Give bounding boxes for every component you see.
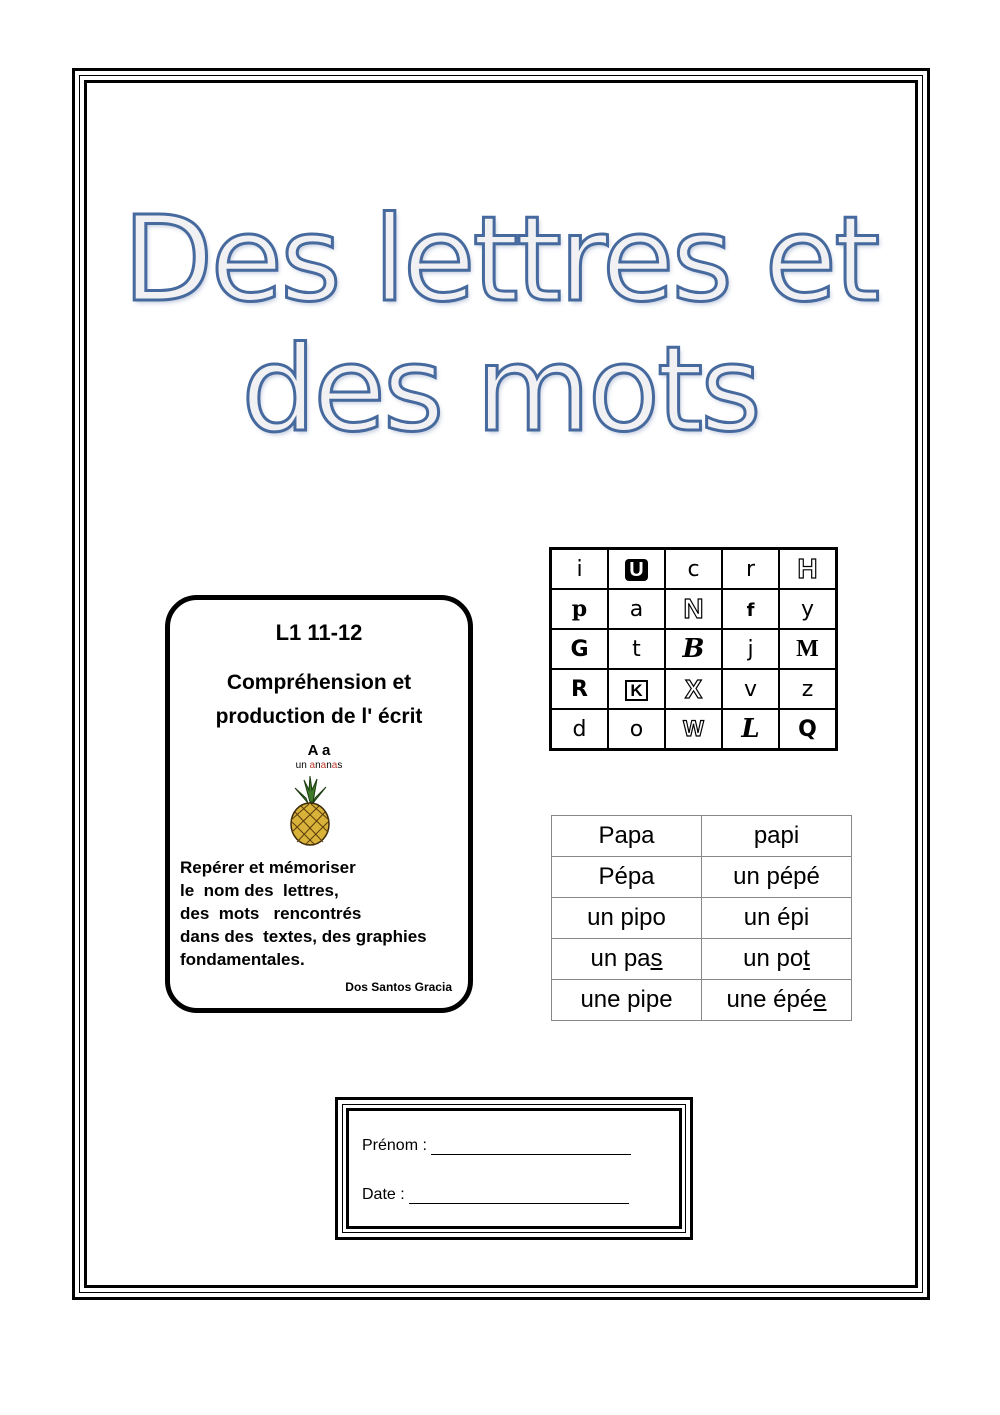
word: un pipo	[587, 904, 666, 931]
letter: K	[625, 680, 647, 701]
card-text-line: des mots rencontrés	[180, 904, 362, 923]
word: une pipe	[580, 986, 673, 1013]
letter-cell	[608, 669, 665, 709]
letter: v	[743, 676, 758, 702]
silent-letter: e	[813, 986, 827, 1013]
word-cell	[702, 857, 852, 898]
word-cell	[552, 980, 702, 1021]
letter: Q	[798, 716, 817, 742]
words-row	[552, 980, 852, 1021]
card-code: L1 11-12	[275, 620, 363, 645]
words-row	[552, 939, 852, 980]
letter: j	[747, 636, 754, 662]
letter-cell	[779, 669, 837, 709]
first-name-line[interactable]	[431, 1138, 631, 1155]
letter-cell	[779, 549, 837, 590]
word-cell	[552, 939, 702, 980]
word-cell	[702, 980, 852, 1021]
card-word-a3: a	[331, 760, 338, 771]
letter-cell	[722, 709, 779, 750]
letter: H	[797, 553, 818, 584]
letter: c	[687, 556, 700, 582]
name-date-box	[335, 1097, 693, 1240]
title-line-1: Des lettres et	[122, 190, 878, 328]
letters-row	[551, 629, 837, 669]
letter: y	[800, 596, 815, 622]
word: un po	[743, 945, 804, 972]
word: papi	[753, 822, 800, 849]
silent-letter: t	[803, 945, 810, 972]
word-cell	[702, 939, 852, 980]
letter-cell	[608, 589, 665, 629]
letter: W	[683, 716, 704, 741]
letter-cell	[665, 589, 722, 629]
letters-row	[551, 669, 837, 709]
date-label: Date :	[362, 1186, 410, 1203]
letter: d	[572, 716, 587, 742]
pineapple-icon	[287, 776, 333, 846]
letter-cell	[608, 709, 665, 750]
card-text-line: le nom des lettres,	[180, 881, 339, 900]
card-word-a2: a	[320, 760, 327, 771]
letter-cell	[551, 589, 609, 629]
letters-row	[551, 549, 837, 590]
letter-cell	[665, 549, 722, 590]
letter-cell	[665, 709, 722, 750]
date-field[interactable]	[362, 1186, 629, 1204]
letter-cell	[608, 629, 665, 669]
letter: N	[683, 593, 704, 624]
words-table	[551, 815, 852, 1021]
card-word-prefix: un	[295, 760, 310, 771]
letters-grid	[549, 547, 838, 751]
letter: i	[576, 556, 583, 582]
words-row	[552, 898, 852, 939]
date-line[interactable]	[409, 1187, 629, 1204]
letter: t	[632, 636, 641, 662]
word: un pa	[590, 945, 651, 972]
card-text-line: Repérer et mémoriser	[180, 858, 356, 877]
letter: M	[796, 636, 819, 662]
letter: U	[625, 559, 647, 581]
letter-cell	[722, 669, 779, 709]
word: un épi	[743, 904, 810, 931]
letter-cell	[779, 709, 837, 750]
card-word-n1: n	[315, 760, 321, 771]
letter: B	[682, 634, 705, 664]
words-row	[552, 816, 852, 857]
letter: r	[745, 556, 756, 582]
letter-cell	[551, 669, 609, 709]
letter: f	[746, 600, 755, 621]
card-text-line: dans des textes, des graphies	[180, 927, 427, 946]
card-word-a1: a	[309, 760, 316, 771]
card-letter: A a	[307, 742, 331, 759]
card-subject-line-2: production de l' écrit	[215, 705, 423, 728]
letter: R	[571, 676, 588, 702]
card-subject	[170, 666, 468, 734]
letter-cell	[779, 629, 837, 669]
letter-cell	[551, 549, 609, 590]
card-author: Dos Santos Gracia	[345, 980, 452, 994]
first-name-label: Prénom :	[362, 1137, 432, 1154]
letter: z	[801, 676, 814, 702]
letters-row	[551, 589, 837, 629]
info-card	[165, 595, 473, 1013]
letter: a	[629, 596, 644, 622]
letter-cell	[665, 669, 722, 709]
letter-cell	[665, 629, 722, 669]
letter-cell	[608, 549, 665, 590]
card-word-s: s	[337, 760, 343, 771]
words-row	[552, 857, 852, 898]
letter: p	[571, 596, 588, 622]
silent-letter: s	[650, 945, 663, 972]
title-line-2: des mots	[241, 320, 759, 458]
word-cell	[552, 816, 702, 857]
word-cell	[552, 898, 702, 939]
word: Pépa	[598, 863, 655, 890]
card-word-n2: n	[326, 760, 332, 771]
letter: L	[741, 714, 760, 744]
letter-cell	[722, 589, 779, 629]
word: une épé	[726, 986, 814, 1013]
letter-cell	[551, 709, 609, 750]
letter-cell	[722, 629, 779, 669]
letter-cell	[722, 549, 779, 590]
letter: o	[629, 716, 644, 742]
card-subject-line-1: Compréhension et	[226, 671, 412, 694]
letter: X	[684, 674, 703, 704]
word: Papa	[598, 822, 655, 849]
word-cell	[702, 816, 852, 857]
word: un pépé	[733, 863, 820, 890]
word-cell	[552, 857, 702, 898]
first-name-field[interactable]	[362, 1137, 631, 1155]
word-cell	[702, 898, 852, 939]
letter: G	[570, 636, 589, 662]
card-text	[180, 856, 427, 971]
card-word	[170, 760, 468, 771]
card-text-line: fondamentales.	[180, 950, 305, 969]
letter-cell	[779, 589, 837, 629]
letter-cell	[551, 629, 609, 669]
letters-row	[551, 709, 837, 750]
